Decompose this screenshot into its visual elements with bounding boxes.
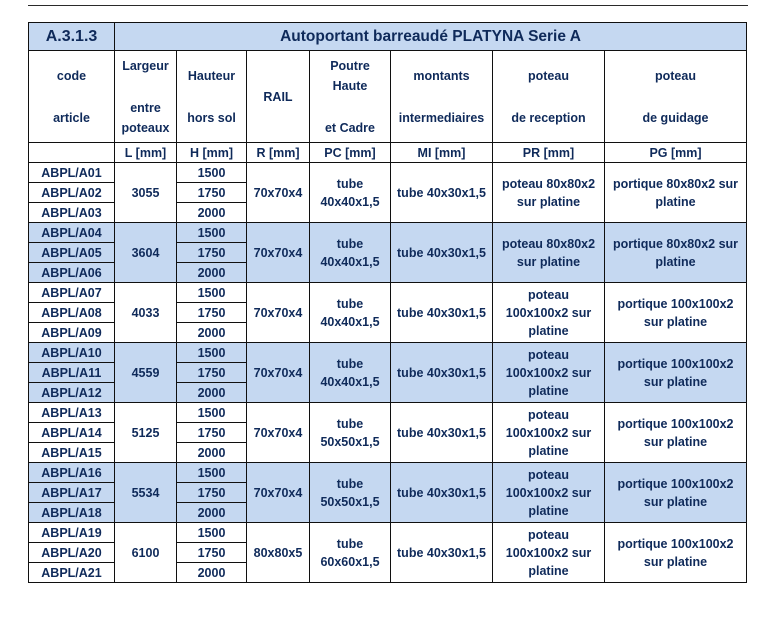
poutre-value — [310, 523, 391, 583]
montants-value: tube 40x30x1,5 — [391, 343, 493, 403]
poteau-reception-value-line: platine — [528, 563, 569, 578]
poutre-value-line: 40x40x1,5 — [320, 194, 380, 209]
header-line — [312, 96, 388, 118]
poteau-guidage-value — [605, 283, 747, 343]
largeur-value: 6100 — [115, 523, 177, 583]
header-line — [31, 86, 112, 108]
largeur-value: 5125 — [115, 403, 177, 463]
table-row — [29, 463, 747, 483]
poutre-value-line: 40x40x1,5 — [320, 314, 380, 329]
poteau-guidage-value-line: sur platine — [643, 554, 708, 569]
article-code: ABPL/A17 — [29, 483, 115, 503]
poteau-guidage-value-line: sur platine — [643, 494, 708, 509]
poteau-reception-value-line: 100x100x2 sur — [505, 425, 592, 440]
article-code: ABPL/A14 — [29, 423, 115, 443]
poteau-reception-value — [493, 283, 605, 343]
poteau-guidage-value-line: platine — [655, 194, 696, 209]
hauteur-value: 2000 — [177, 263, 247, 283]
hauteur-value: 1500 — [177, 523, 247, 543]
poteau-guidage-value-line: platine — [655, 254, 696, 269]
header-poutre — [310, 51, 391, 143]
header-line: Largeur — [122, 58, 169, 73]
rail-value: 70x70x4 — [247, 343, 310, 403]
hauteur-value: 2000 — [177, 323, 247, 343]
poutre-value-line: 50x50x1,5 — [320, 494, 380, 509]
table-row — [29, 223, 747, 243]
title-row — [29, 23, 747, 51]
poteau-guidage-value — [605, 463, 747, 523]
hauteur-value: 1500 — [177, 403, 247, 423]
poteau-guidage-value-line: sur platine — [643, 314, 708, 329]
header-line: Poutre — [330, 58, 370, 73]
poutre-value-line: tube — [336, 356, 364, 371]
table-row — [29, 343, 747, 363]
hauteur-value: 1750 — [177, 483, 247, 503]
article-code: ABPL/A06 — [29, 263, 115, 283]
poteau-guidage-value-line: portique 100x100x2 — [617, 296, 734, 311]
poteau-reception-value-line: poteau — [528, 287, 569, 302]
hauteur-value: 1750 — [177, 363, 247, 383]
unit-cell — [29, 143, 115, 163]
article-code: ABPL/A03 — [29, 203, 115, 223]
header-code — [29, 51, 115, 143]
unit-cell: L [mm] — [115, 143, 177, 163]
hauteur-value: 1500 — [177, 283, 247, 303]
poutre-value-line: tube — [336, 476, 364, 491]
poteau-guidage-value — [605, 163, 747, 223]
article-code: ABPL/A04 — [29, 223, 115, 243]
poteau-guidage-value-line: portique 100x100x2 — [617, 416, 734, 431]
article-code: ABPL/A11 — [29, 363, 115, 383]
table-row — [29, 283, 747, 303]
header-row — [29, 51, 747, 143]
hauteur-value: 1500 — [177, 163, 247, 183]
article-code: ABPL/A05 — [29, 243, 115, 263]
poteau-guidage-value — [605, 343, 747, 403]
poteau-reception-value-line: platine — [528, 383, 569, 398]
spec-table — [28, 22, 747, 583]
article-code: ABPL/A02 — [29, 183, 115, 203]
unit-cell: PC [mm] — [310, 143, 391, 163]
hauteur-value: 1750 — [177, 423, 247, 443]
poteau-reception-value — [493, 403, 605, 463]
poteau-reception-value-line: poteau 80x80x2 — [501, 176, 596, 191]
header-line — [495, 86, 602, 108]
poutre-value — [310, 463, 391, 523]
article-code: ABPL/A10 — [29, 343, 115, 363]
header-line: poteau — [528, 68, 569, 83]
poteau-reception-value-line: poteau — [528, 467, 569, 482]
poutre-value-line: tube — [336, 416, 364, 431]
hauteur-value: 2000 — [177, 503, 247, 523]
poteau-reception-value-line: sur platine — [516, 194, 581, 209]
article-code: ABPL/A09 — [29, 323, 115, 343]
table-title: Autoportant barreaudé PLATYNA Serie A — [115, 23, 747, 51]
poteau-reception-value-line: platine — [528, 503, 569, 518]
header-line — [117, 76, 174, 98]
top-rule — [28, 5, 748, 6]
poteau-reception-value-line: sur platine — [516, 254, 581, 269]
poteau-guidage-value — [605, 523, 747, 583]
header-line: code — [56, 68, 87, 83]
poteau-reception-value-line: poteau — [528, 407, 569, 422]
header-line: entre — [130, 100, 161, 115]
header-montants — [391, 51, 493, 143]
poutre-value — [310, 403, 391, 463]
unit-cell: PG [mm] — [605, 143, 747, 163]
rail-value: 70x70x4 — [247, 163, 310, 223]
poteau-reception-value-line: platine — [528, 443, 569, 458]
poteau-guidage-value-line: portique 80x80x2 sur — [612, 176, 739, 191]
poutre-value-line: 40x40x1,5 — [320, 254, 380, 269]
header-line: Haute — [332, 78, 368, 93]
poteau-reception-value — [493, 223, 605, 283]
montants-value: tube 40x30x1,5 — [391, 223, 493, 283]
hauteur-value: 2000 — [177, 383, 247, 403]
poteau-reception-value-line: 100x100x2 sur — [505, 305, 592, 320]
poteau-guidage-value-line: portique 100x100x2 — [617, 356, 734, 371]
table-row — [29, 403, 747, 423]
poteau-guidage-value-line: sur platine — [643, 434, 708, 449]
poutre-value — [310, 223, 391, 283]
header-line — [607, 86, 744, 108]
unit-cell: R [mm] — [247, 143, 310, 163]
header-line — [179, 86, 244, 108]
article-code: ABPL/A20 — [29, 543, 115, 563]
header-line: de guidage — [642, 110, 709, 125]
header-line: montants — [413, 68, 470, 83]
montants-value: tube 40x30x1,5 — [391, 283, 493, 343]
montants-value: tube 40x30x1,5 — [391, 463, 493, 523]
hauteur-value: 2000 — [177, 563, 247, 583]
largeur-value: 3604 — [115, 223, 177, 283]
poteau-reception-value — [493, 163, 605, 223]
poteau-reception-value — [493, 523, 605, 583]
article-code: ABPL/A18 — [29, 503, 115, 523]
article-code: ABPL/A12 — [29, 383, 115, 403]
article-code: ABPL/A15 — [29, 443, 115, 463]
header-line: hors sol — [187, 110, 236, 125]
header-line: poteaux — [121, 120, 170, 135]
rail-value: 70x70x4 — [247, 463, 310, 523]
unit-cell: MI [mm] — [391, 143, 493, 163]
hauteur-value: 2000 — [177, 203, 247, 223]
poutre-value-line: 50x50x1,5 — [320, 434, 380, 449]
poutre-value-line: tube — [336, 236, 364, 251]
unit-cell: H [mm] — [177, 143, 247, 163]
header-line: article — [53, 110, 90, 125]
table-row — [29, 163, 747, 183]
header-poteau-guidage — [605, 51, 747, 143]
poutre-value — [310, 283, 391, 343]
poteau-guidage-value-line: portique 80x80x2 sur — [612, 236, 739, 251]
largeur-value: 5534 — [115, 463, 177, 523]
poutre-value-line: tube — [336, 176, 364, 191]
poteau-reception-value-line: 100x100x2 sur — [505, 545, 592, 560]
hauteur-value: 1500 — [177, 343, 247, 363]
poutre-value — [310, 343, 391, 403]
poteau-guidage-value-line: sur platine — [643, 374, 708, 389]
header-line: Hauteur — [187, 68, 236, 83]
poteau-reception-value-line: 100x100x2 sur — [505, 365, 592, 380]
header-line: poteau — [655, 68, 696, 83]
article-code: ABPL/A19 — [29, 523, 115, 543]
article-code: ABPL/A16 — [29, 463, 115, 483]
poutre-value-line: tube — [336, 536, 364, 551]
header-hauteur — [177, 51, 247, 143]
header-line: de reception — [511, 110, 586, 125]
poutre-value — [310, 163, 391, 223]
article-code: ABPL/A01 — [29, 163, 115, 183]
poteau-reception-value-line: 100x100x2 sur — [505, 485, 592, 500]
poteau-reception-value — [493, 463, 605, 523]
header-line: intermediaires — [398, 110, 485, 125]
rail-value: 70x70x4 — [247, 403, 310, 463]
hauteur-value: 1750 — [177, 243, 247, 263]
poteau-guidage-value-line: portique 100x100x2 — [617, 536, 734, 551]
poteau-reception-value — [493, 343, 605, 403]
article-code: ABPL/A07 — [29, 283, 115, 303]
hauteur-value: 1750 — [177, 303, 247, 323]
largeur-value: 3055 — [115, 163, 177, 223]
rail-value: 80x80x5 — [247, 523, 310, 583]
hauteur-value: 1500 — [177, 223, 247, 243]
poteau-reception-value-line: poteau — [528, 527, 569, 542]
unit-cell: PR [mm] — [493, 143, 605, 163]
poutre-value-line: 60x60x1,5 — [320, 554, 380, 569]
rail-value: 70x70x4 — [247, 223, 310, 283]
table-row — [29, 523, 747, 543]
header-poteau-reception — [493, 51, 605, 143]
hauteur-value: 2000 — [177, 443, 247, 463]
poteau-guidage-value — [605, 403, 747, 463]
montants-value: tube 40x30x1,5 — [391, 523, 493, 583]
largeur-value: 4033 — [115, 283, 177, 343]
article-code: ABPL/A13 — [29, 403, 115, 423]
section-code: A.3.1.3 — [29, 23, 115, 51]
montants-value: tube 40x30x1,5 — [391, 403, 493, 463]
rail-value: 70x70x4 — [247, 283, 310, 343]
header-line: RAIL — [263, 89, 293, 104]
poteau-reception-value-line: poteau — [528, 347, 569, 362]
article-code: ABPL/A08 — [29, 303, 115, 323]
largeur-value: 4559 — [115, 343, 177, 403]
montants-value: tube 40x30x1,5 — [391, 163, 493, 223]
poutre-value-line: tube — [336, 296, 364, 311]
header-line — [393, 86, 490, 108]
header-largeur — [115, 51, 177, 143]
poutre-value-line: 40x40x1,5 — [320, 374, 380, 389]
poteau-reception-value-line: poteau 80x80x2 — [501, 236, 596, 251]
hauteur-value: 1750 — [177, 183, 247, 203]
poteau-reception-value-line: platine — [528, 323, 569, 338]
header-rail — [247, 51, 310, 143]
poteau-guidage-value — [605, 223, 747, 283]
poteau-guidage-value-line: portique 100x100x2 — [617, 476, 734, 491]
hauteur-value: 1750 — [177, 543, 247, 563]
header-line: et Cadre — [324, 120, 376, 135]
units-row — [29, 143, 747, 163]
hauteur-value: 1500 — [177, 463, 247, 483]
article-code: ABPL/A21 — [29, 563, 115, 583]
